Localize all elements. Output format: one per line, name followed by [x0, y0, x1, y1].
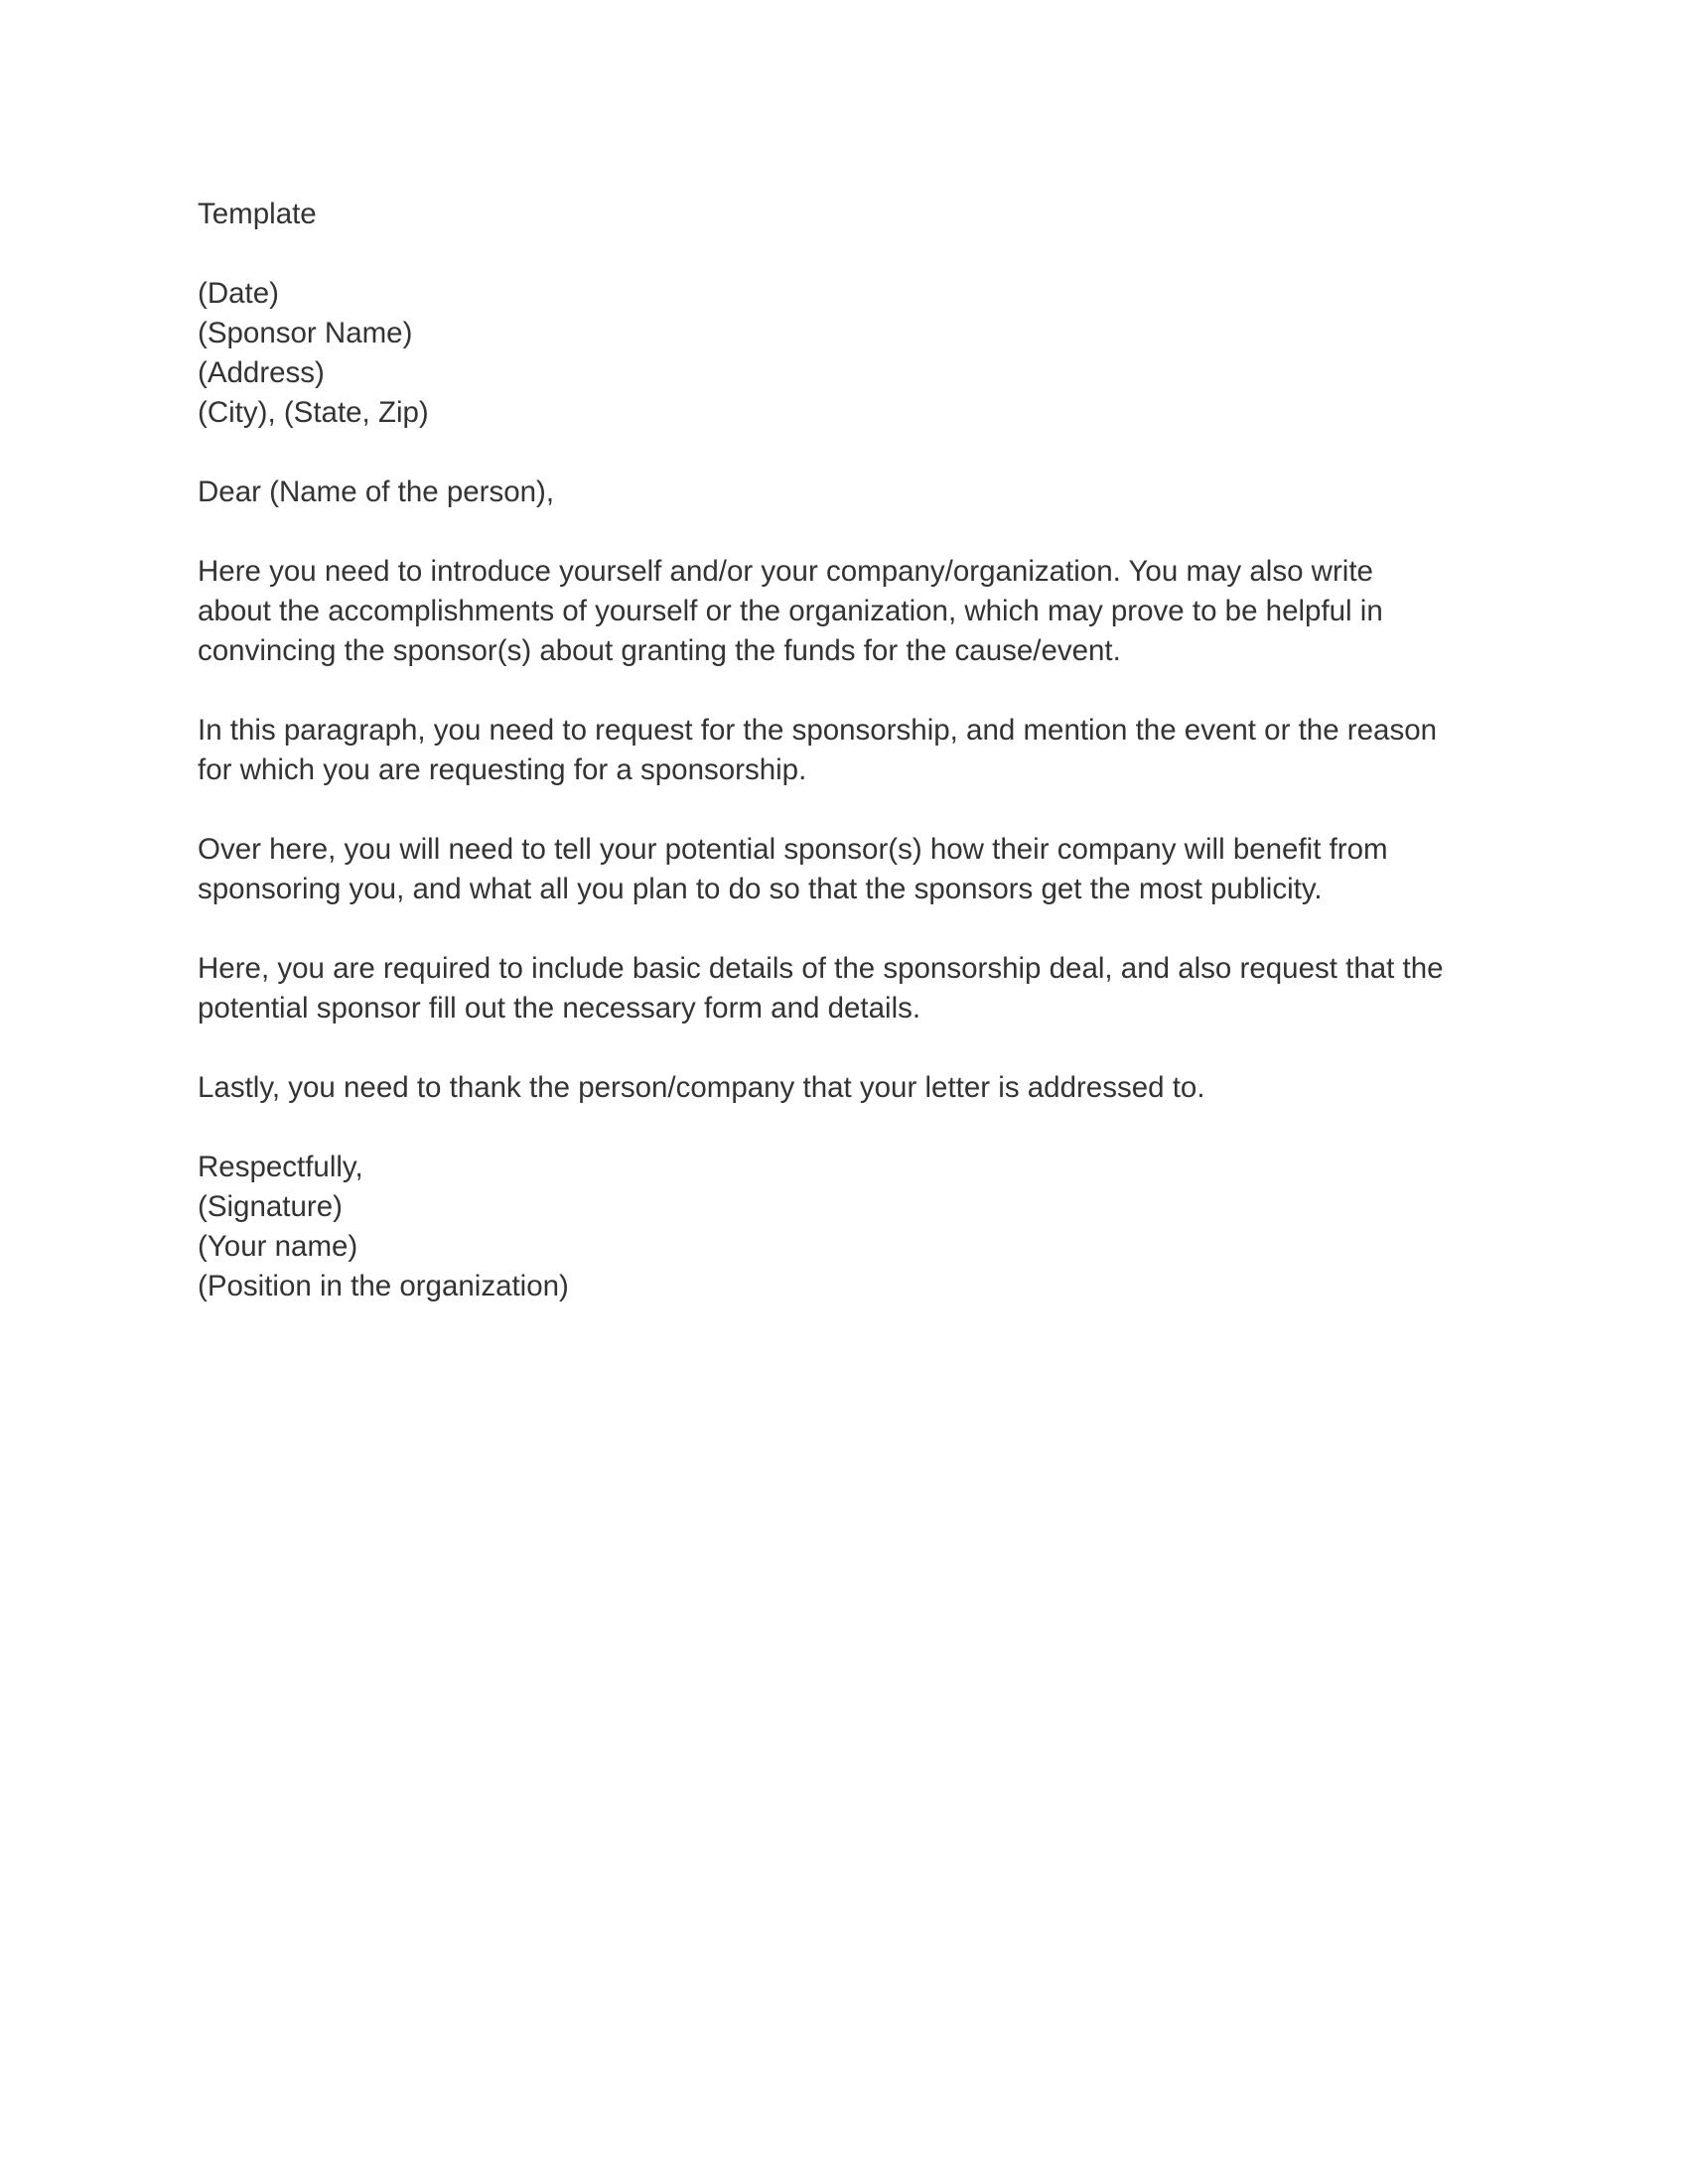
- paragraph-introduction: [198, 552, 1508, 671]
- spacer: [198, 1108, 1508, 1148]
- spacer: [198, 1028, 1508, 1068]
- recipient-address-block: [198, 274, 1508, 433]
- spacer: [198, 790, 1508, 830]
- paragraph-line: Lastly, you need to thank the person/company that your letter is addressed to.: [198, 1071, 1205, 1104]
- position-placeholder: (Position in the organization): [198, 1270, 569, 1302]
- closing: Respectfully,: [198, 1151, 363, 1183]
- salutation: Dear (Name of the person),: [198, 476, 555, 508]
- your-name-placeholder: (Your name): [198, 1230, 358, 1263]
- letter-page: [198, 195, 1508, 1306]
- spacer: [198, 671, 1508, 711]
- spacer: [198, 433, 1508, 473]
- address-placeholder: (Address): [198, 356, 325, 389]
- paragraph-benefits: [198, 830, 1508, 909]
- city-state-zip-placeholder: (City), (State, Zip): [198, 396, 429, 429]
- paragraph-line: potential sponsor fill out the necessary form and details.: [198, 992, 921, 1024]
- template-heading: Template: [198, 198, 317, 230]
- paragraph-line: sponsoring you, and what all you plan to do so that the sponsors get the most publicity.: [198, 873, 1323, 905]
- sponsor-name-placeholder: (Sponsor Name): [198, 317, 413, 349]
- spacer: [198, 909, 1508, 949]
- paragraph-line: Over here, you will need to tell your potential sponsor(s) how their company will benefit from: [198, 833, 1388, 866]
- paragraph-deal-details: [198, 949, 1508, 1028]
- paragraph-line: convincing the sponsor(s) about granting the funds for the cause/event.: [198, 634, 1121, 667]
- paragraph-line: Here, you are required to include basic details of the sponsorship deal, and also request that the: [198, 952, 1444, 985]
- paragraph-request: [198, 711, 1508, 790]
- spacer: [198, 512, 1508, 552]
- date-placeholder: (Date): [198, 277, 279, 310]
- paragraph-line: In this paragraph, you need to request for the sponsorship, and mention the event or the reason: [198, 714, 1438, 747]
- signature-placeholder: (Signature): [198, 1190, 343, 1223]
- paragraph-line: for which you are requesting for a sponsorship.: [198, 753, 807, 786]
- signature-block: [198, 1187, 1508, 1306]
- paragraph-thanks: [198, 1068, 1508, 1108]
- spacer: [198, 234, 1508, 274]
- paragraph-line: about the accomplishments of yourself or the organization, which may prove to be helpful in: [198, 595, 1383, 627]
- paragraph-line: Here you need to introduce yourself and/or your company/organization. You may also write: [198, 555, 1373, 588]
